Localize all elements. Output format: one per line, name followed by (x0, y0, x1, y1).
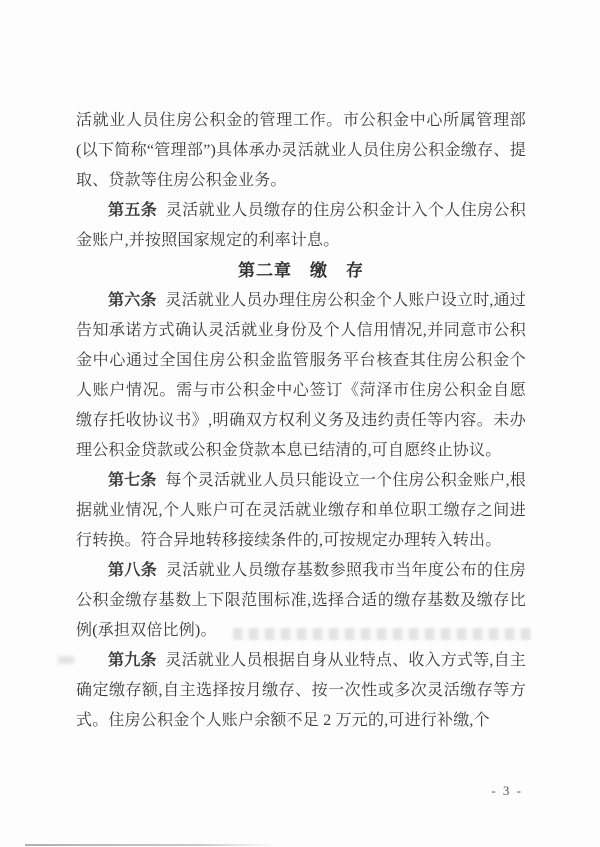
page-number: - 3 - (491, 783, 523, 798)
article-number: 第七条 (108, 472, 157, 489)
paragraph (76, 646, 526, 736)
document-body (76, 106, 526, 736)
paragraph-text: 活就业人员住房公积金的管理工作。市公积金中心所属管理部(以下简称“管理部”)具体承办灵活就业人员住房公积金缴存、提取、贷款等住房公积金业务。 (76, 112, 526, 189)
article-number: 第五条 (108, 202, 158, 219)
article-number: 第六条 (108, 292, 157, 309)
paragraph (76, 196, 526, 256)
paragraph-text: 灵活就业人员缴存的住房公积金计入个人住房公积金账户,并按照国家规定的利率计息。 (76, 202, 526, 249)
paragraph-text: 灵活就业人员根据自身从业特点、收入方式等,自主确定缴存额,自主选择按月缴存、按一次性或多次灵活缴存等方式。住房公积金个人账户余额不足 2 万元的,可进行补缴,个 (76, 652, 527, 729)
scan-smudge-artifact (58, 656, 74, 664)
paragraph-text: 每个灵活就业人员只能设立一个住房公积金账户,根据就业情况,个人账户可在灵活就业缴存和单位职工缴存之间进行转换。符合异地转移接续条件的,可按规定办理转入转出。 (76, 472, 527, 549)
paragraph-text: 灵活就业人员办理住房公积金个人账户设立时,通过告知承诺方式确认灵活就业身份及个人信用情况,并同意市公积金中心通过全国住房公积金监管服务平台核查其住房公积金个人账户情况。需与市公积金中心签订《菏泽市住房公积金自愿缴存托收协议书》,明确双方权利义务及违约责任等内容。未办理公积金贷款或公积金贷款本息已结清的,可自愿终止协议。 (76, 292, 527, 459)
paragraph (76, 286, 526, 466)
paragraph-text: 灵活就业人员缴存基数参照我市当年度公布的住房公积金缴存基数上下限范围标准,选择合适的缴存基数及缴存比例(承担双倍比例)。 (76, 562, 526, 639)
article-number: 第八条 (108, 562, 158, 579)
article-number: 第九条 (108, 652, 157, 669)
chapter-heading: 第二章 缴 存 (238, 261, 364, 280)
paragraph (76, 106, 526, 196)
scan-ghost-artifact (233, 628, 533, 640)
paragraph (76, 466, 526, 556)
scan-edge-artifact (25, 844, 275, 846)
